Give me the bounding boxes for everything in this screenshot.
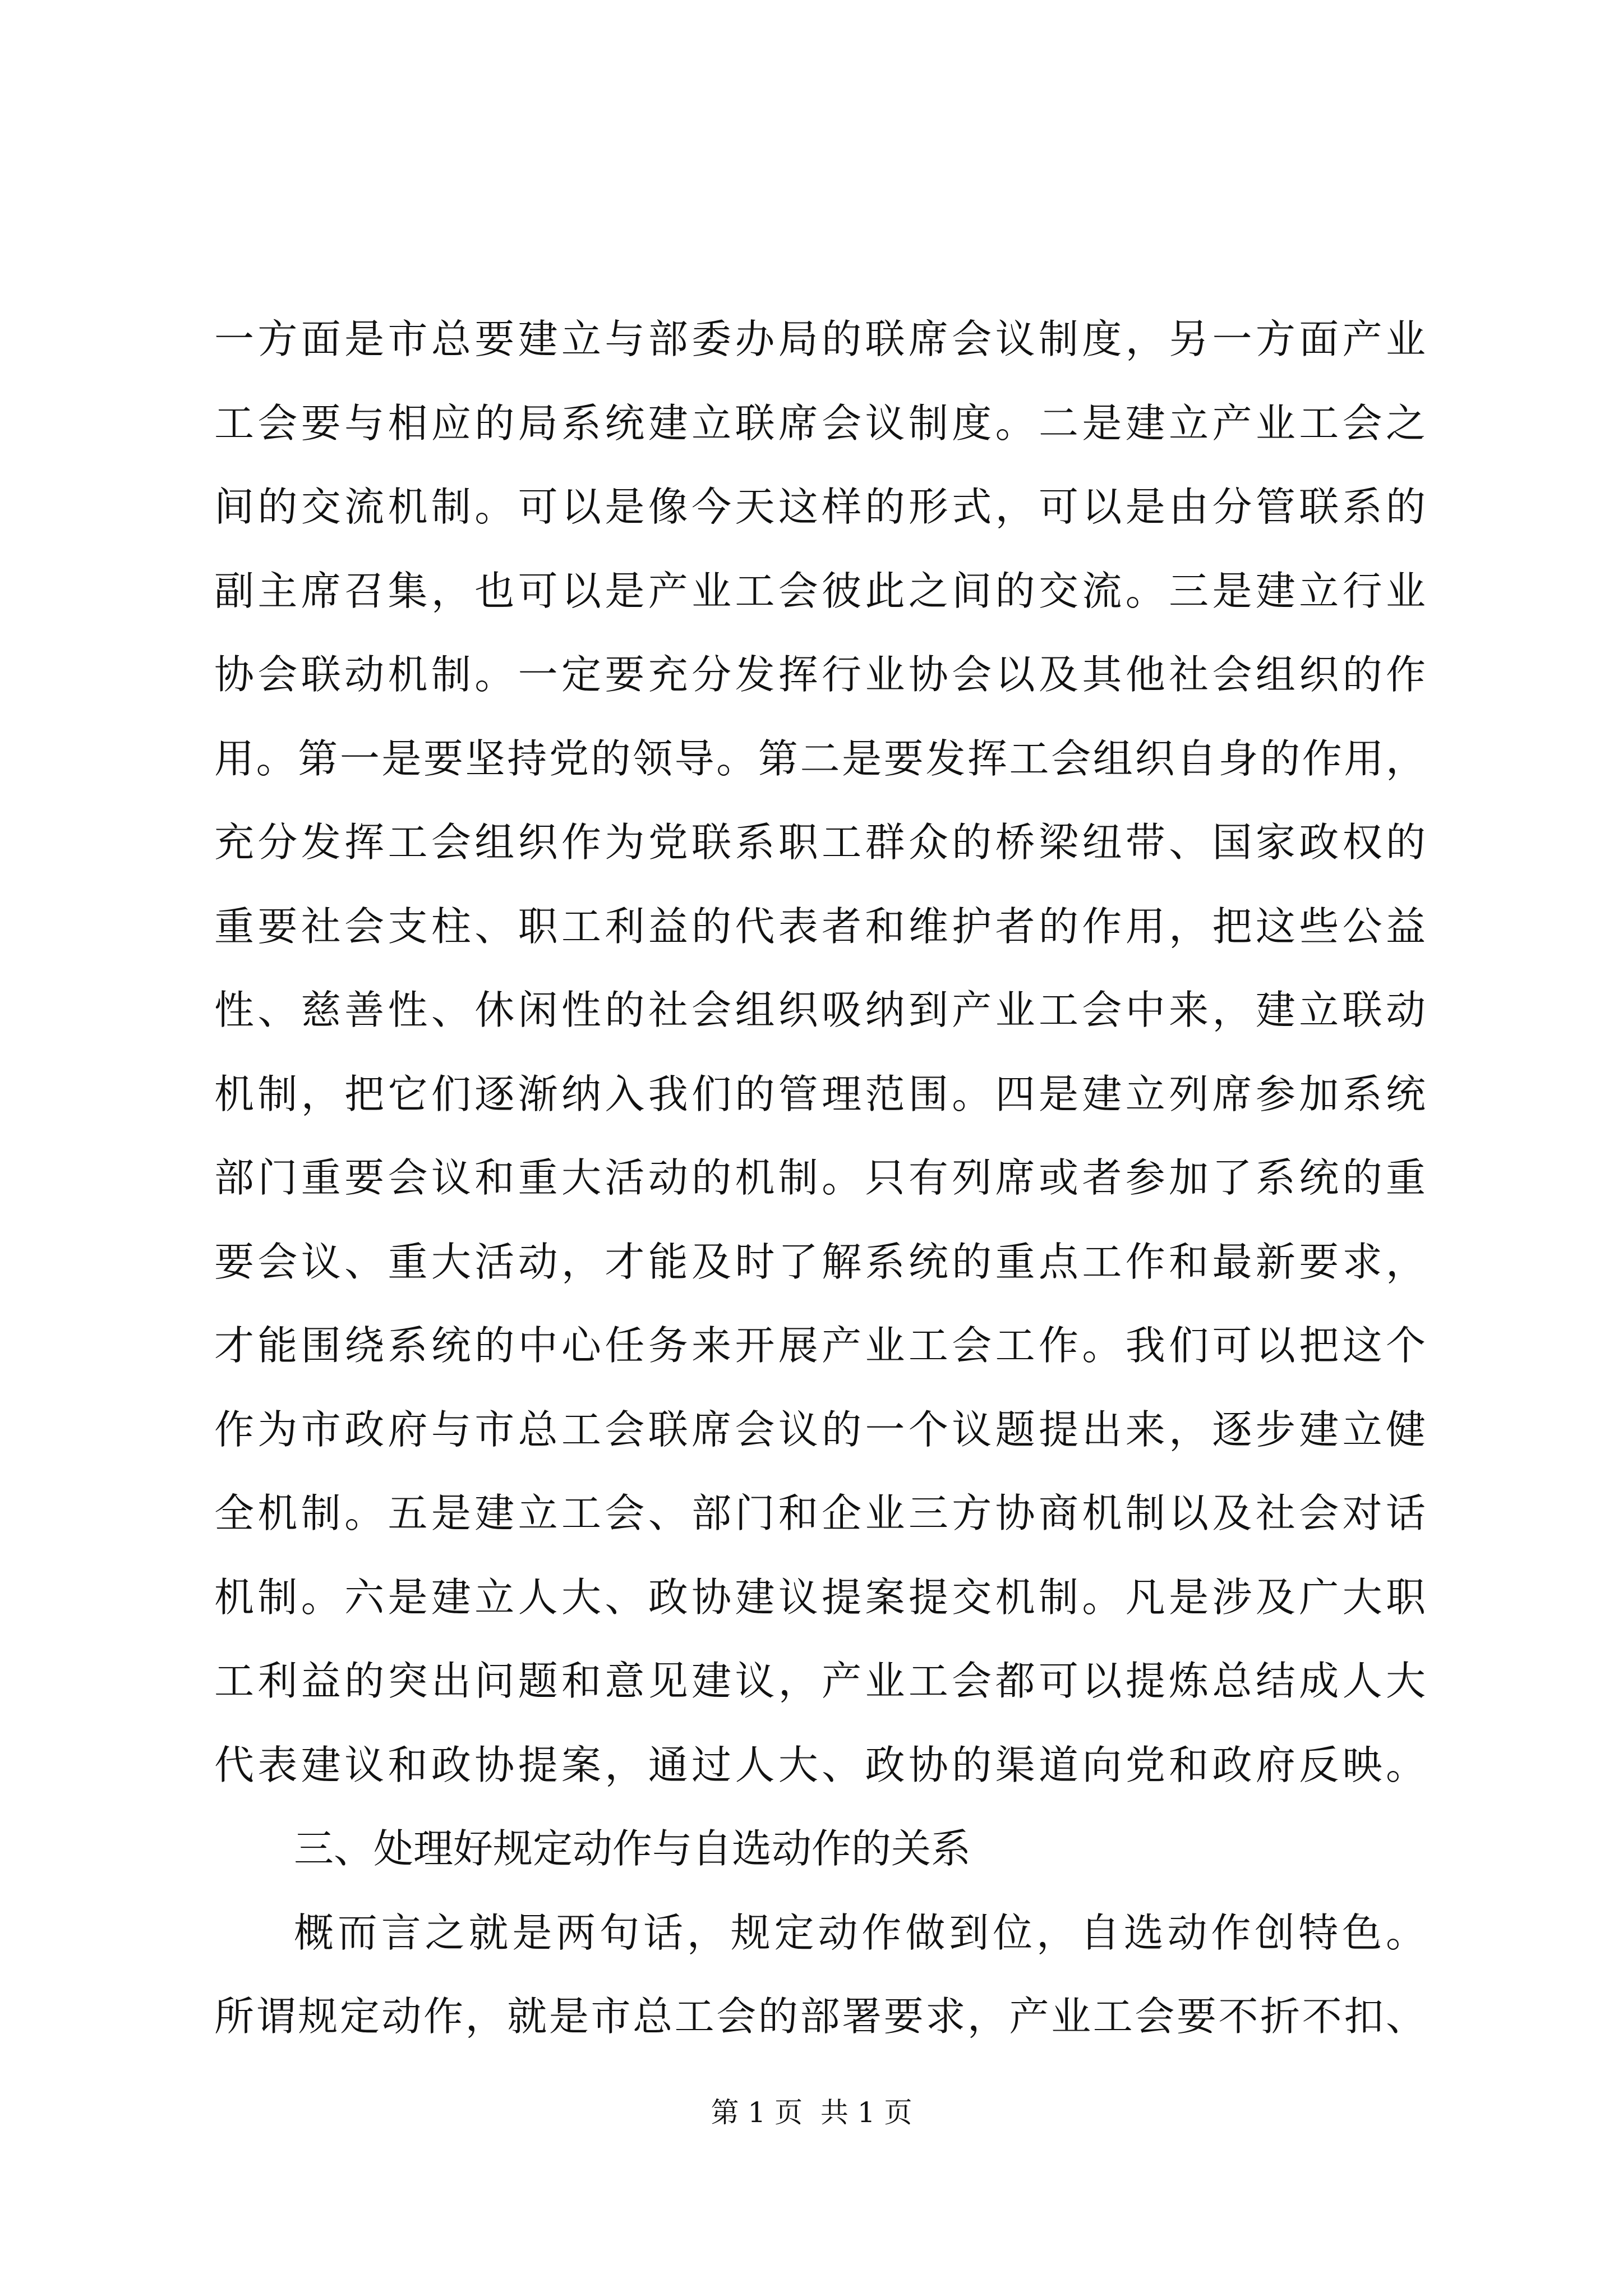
text-line: 一方面是市总要建立与部委办局的联席会议制度，另一方面产业 bbox=[214, 316, 1426, 362]
text-line: 性、慈善性、休闲性的社会组织吸纳到产业工会中来，建立联动 bbox=[214, 987, 1426, 1033]
text-line: 重要社会支柱、职工利益的代表者和维护者的作用，把这些公益 bbox=[214, 903, 1426, 950]
text-line: 作为市政府与市总工会联席会议的一个议题提出来，逐步建立健 bbox=[214, 1406, 1426, 1453]
section-heading: 三、处理好规定动作与自选动作的关系 bbox=[294, 1825, 971, 1872]
text-line: 副主席召集，也可以是产业工会彼此之间的交流。三是建立行业 bbox=[214, 567, 1426, 614]
text-line: 部门重要会议和重大活动的机制。只有列席或者参加了系统的重 bbox=[214, 1154, 1426, 1201]
text-line: 工会要与相应的局系统建立联席会议制度。二是建立产业工会之 bbox=[214, 399, 1426, 447]
text-line: 充分发挥工会组织作为党联系职工群众的桥梁纽带、国家政权的 bbox=[214, 819, 1426, 866]
page-footer bbox=[0, 2090, 1623, 2131]
text-line: 才能围绕系统的中心任务来开展产业工会工作。我们可以把这个 bbox=[214, 1322, 1426, 1369]
page-number-label: 第 1 页 共 1 页 bbox=[711, 2096, 912, 2129]
text-line: 要会议、重大活动，才能及时了解系统的重点工作和最新要求， bbox=[214, 1238, 1426, 1285]
text-line: 所谓规定动作，就是市总工会的部署要求，产业工会要不折不扣、 bbox=[214, 1993, 1426, 2040]
text-line: 机制，把它们逐渐纳入我们的管理范围。四是建立列席参加系统 bbox=[214, 1070, 1426, 1117]
text-line: 概而言之就是两句话，规定动作做到位，自选动作创特色。 bbox=[294, 1909, 1426, 1956]
text-line: 协会联动机制。一定要充分发挥行业协会以及其他社会组织的作 bbox=[214, 651, 1426, 698]
text-line: 全机制。五是建立工会、部门和企业三方协商机制以及社会对话 bbox=[214, 1490, 1426, 1536]
text-line: 工利益的突出问题和意见建议，产业工会都可以提炼总结成人大 bbox=[214, 1658, 1426, 1704]
text-line: 间的交流机制。可以是像今天这样的形式，可以是由分管联系的 bbox=[214, 484, 1426, 530]
document-body bbox=[214, 297, 1426, 2059]
text-line: 机制。六是建立人大、政协建议提案提交机制。凡是涉及广大职 bbox=[214, 1573, 1426, 1621]
text-line: 用。第一是要坚持党的领导。第二是要发挥工会组织自身的作用， bbox=[214, 735, 1426, 782]
text-line: 代表建议和政协提案，通过人大、政协的渠道向党和政府反映。 bbox=[214, 1741, 1426, 1788]
